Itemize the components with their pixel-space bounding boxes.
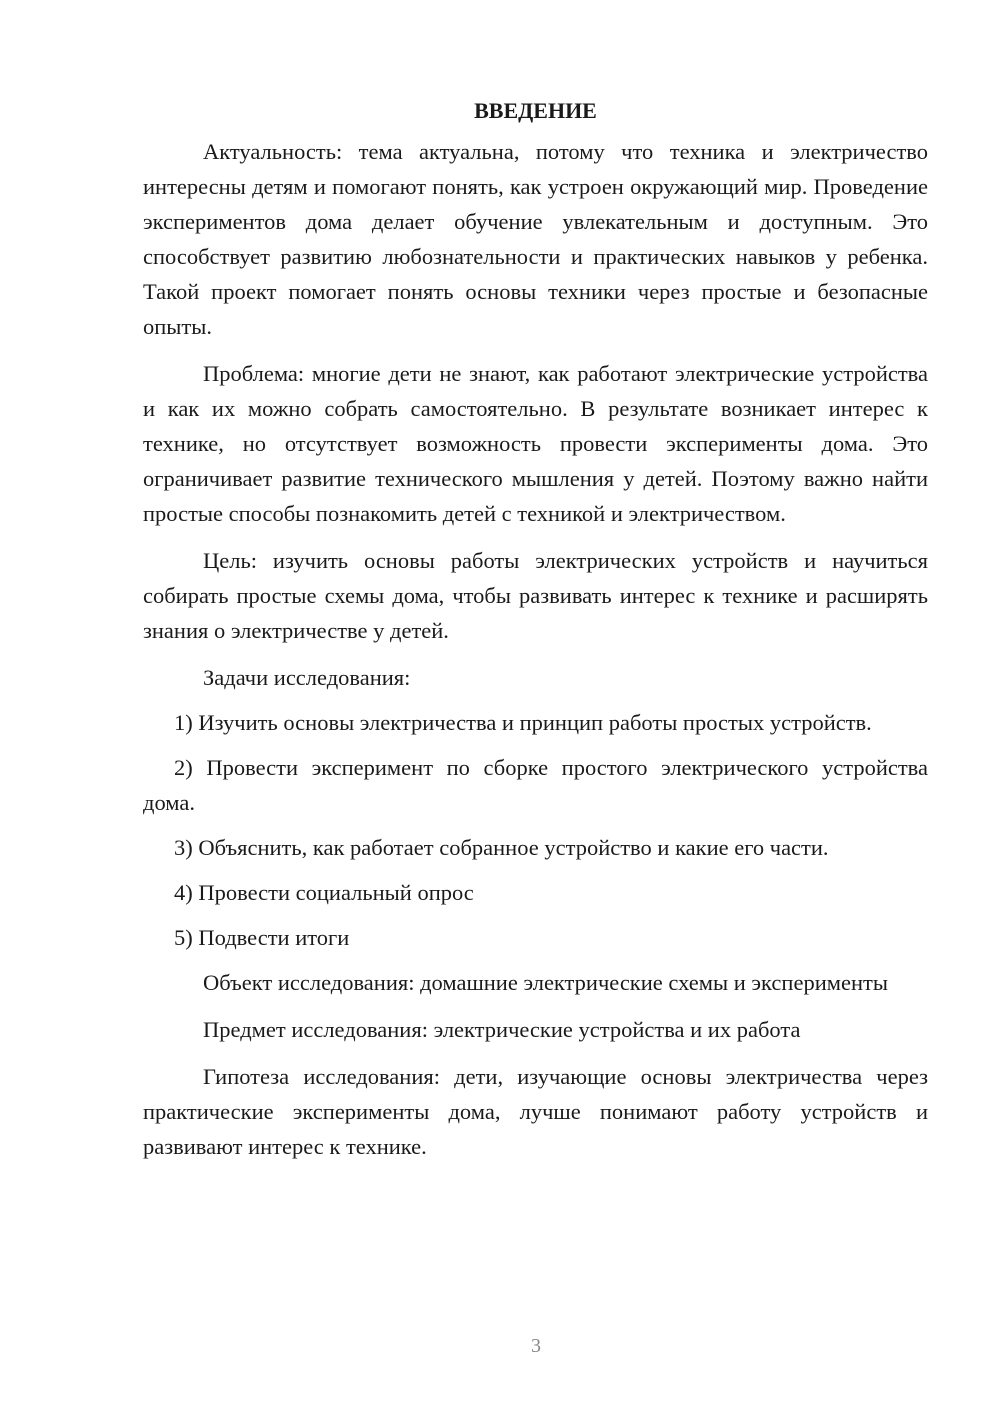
task-item-1: 1) Изучить основы электричества и принцип работы простых устройств. (174, 710, 872, 735)
object-paragraph: Объект исследования: домашние электрические схемы и эксперименты (203, 970, 888, 995)
hypothesis-paragraph: Гипотеза исследования: дети, изучающие основы электричества через практические эксперименты дома, лучше понимают работу устройств и развивают интерес к технике. (143, 1064, 928, 1159)
task-item-4: 4) Провести социальный опрос (174, 880, 474, 905)
task-item-2: 2) Провести эксперимент по сборке простого электрического устройства дома. (143, 755, 928, 815)
page-number: 3 (531, 1335, 541, 1357)
subject-paragraph: Предмет исследования: электрические устройства и их работа (203, 1017, 801, 1042)
problem-paragraph: Проблема: многие дети не знают, как работают электрические устройства и как их можно собрать самостоятельно. В результате возникает интерес к технике, но отсутствует возможность провести эксперименты дома. Это ограничивает развитие технического мышления у детей. Поэтому важно найти простые способы познакомить детей с техникой и электричеством. (143, 361, 928, 526)
task-item-3: 3) Объяснить, как работает собранное устройство и какие его части. (174, 835, 829, 860)
tasks-title: Задачи исследования: (203, 665, 411, 690)
task-item-5: 5) Подвести итоги (174, 925, 350, 950)
section-heading: ВВЕДЕНИЕ (474, 98, 597, 123)
goal-paragraph: Цель: изучить основы работы электрических устройств и научиться собирать простые схемы дома, чтобы развивать интерес к технике и расширять знания о электричестве у детей. (143, 548, 928, 643)
page-content (143, 92, 928, 1176)
relevance-paragraph: Актуальность: тема актуальна, потому что техника и электричество интересны детям и помогают понять, как устроен окружающий мир. Проведение экспериментов дома делает обучение увлекательным и доступным. Это способствует развитию любознательности и практических навыков у ребенка. Такой проект помогает понять основы техники через простые и безопасные опыты. (143, 139, 928, 339)
